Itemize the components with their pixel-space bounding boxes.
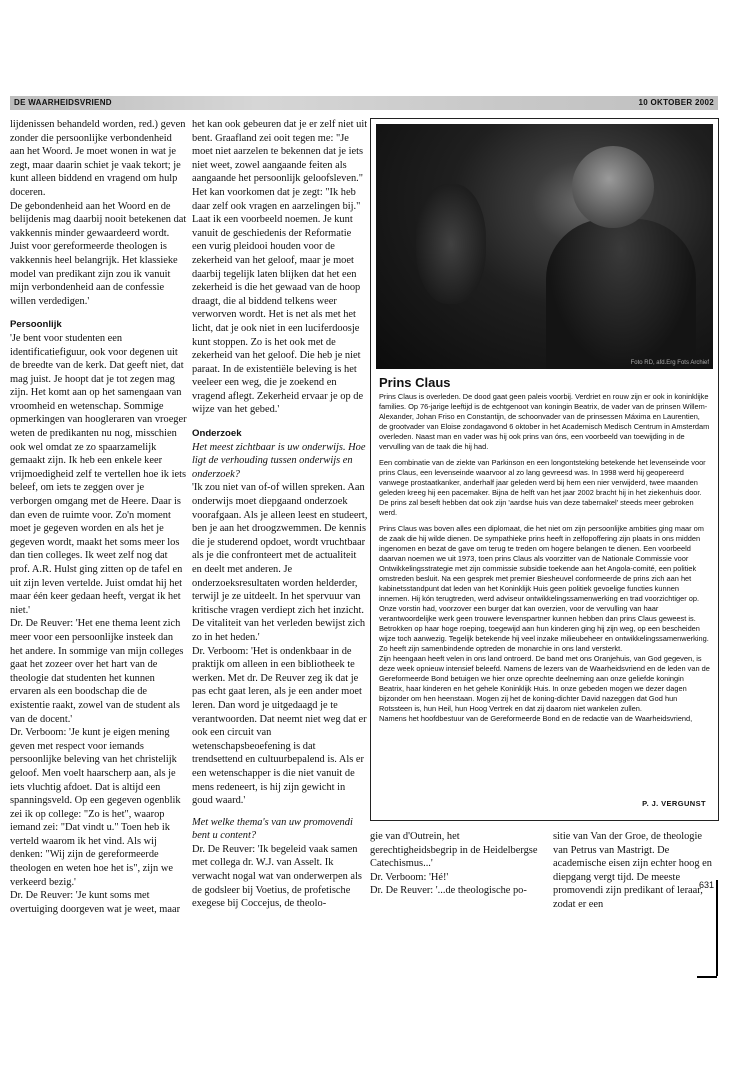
- paragraph: Namens het hoofdbestuur van de Gereformeerde Bond en de redactie van de Waarheidsvriend,: [379, 714, 693, 723]
- sidebar-title: Prins Claus: [379, 375, 451, 390]
- paragraph: De gebondenheid aan het Woord en de belijdenis mag daarbij nooit betekenen dat vakkennis minder gewaardeerd wordt. Juist voor gereformeerde theologen is vakkennis heel belangrijk. Het klassieke model van predikant zijn zou ik vanuit mijn verbondenheid aan de confessie willen verdedigen.': [10, 200, 187, 307]
- paragraph: Dr. Verboom: 'Je kunt je eigen mening geven met respect voor iemands persoonlijke beleving van het christelijk geloof. Men voelt haarscherp aan, als je iets vluchtig afdoet. Dat is altijd een spanningsveld. Op een gegeven ogenblik zei ik op college: "Zo is het", waarop iemand zei: "Dat vindt u." Toen heb ik verteld waarom ik het vind. Als wij denken: "Wij zijn de gereformeerde theologen en weten hoe het is", zijn we verkeerd bezig.': [10, 727, 181, 888]
- page-number: 631: [699, 880, 715, 890]
- section-heading: Persoonlijk: [10, 319, 62, 331]
- paragraph: sitie van Van der Groe, de theologie van Petrus van Mastrigt. De academische eisen zijn echter hoog en diepgang vergt tijd. De meeste promovendi zijn predikant of leraar, zodat er een: [553, 831, 712, 910]
- paragraph: 'Je bent voor studenten een identificatiefiguur, ook voor degenen uit de breedte van de kerk. Dat geeft niet, dat mag juist. Je hoopt dat je tot zegen mag zijn. Het komt aan op het samengaan van vroomheid en wetenschap. Sommige opmerkingen van hoogleraren van vroeger weten de predikanten nu nog, misschien ook wel omdat ze zo spaarzamelijk gemaakt zijn. Ik heb een enkele keer vrijmoedigheid zelf te vertellen hoe ik iets beleef, om iets te zeggen over je verborgen omgang met de Heere. Daar is dan even de ruimte voor. Zo'n moment moet je gegeven worden en als het je gegeven wordt, maakt het soms meer los dan tien colleges. Ik weet zelf nog dat prof. A.R. Hulst ging zitten op de tafel en uit zijn leven vertelde. Juist omdat hij het maar één keer gedaan heeft, vergat ik het niet.': [10, 332, 187, 616]
- article-column-1: [10, 118, 188, 916]
- article-column-2: [192, 118, 368, 911]
- publication-name: DE WAARHEIDSVRIEND: [14, 98, 112, 107]
- paragraph: Prins Claus was boven alles een diplomaat, die het niet om zijn persoonlijke ambities ging maar om de zaak die hij wilde dienen. De sympathieke prins heeft in zelfopoffering zijn plaats in ons midden ingenomen en bezat de gave om terug te treden om hogere belangen te dienen. Een voorbeeld daarvan noemen we uit 1973, toen prins Claus als voorzitter van de Nationale Commissie voor Ontwikkelingsstrategie met zijn commissie subsidie toekende aan het Angola-comité, een politiek omstreden besluit. Na een gesprek met premier Biesheuvel conformeerde de prins zich aan het kabinetsstandpunt dat leden van het Koninklijk Huis geen politiek gevoelige functies kunnen innemen. Hij kón terugtreden, werd adviseur ontwikkelingssamenwerking en trad voorzichtiger op. Onze vorstin had, voorzover een burger dat kan overzien, voor de vervulling van haar verantwoordelijke werk geen trouwere levenspartner kunnen hebben dan prins Claus geweest is. Betrokken op haar hoge roeping, toegewijd aan hun kinderen ging hij zijn weg, op een bescheiden wijze toch aanwezig. Tegelijk betekende hij veel inzake milieubeheer en ontwikkelingssamenwerking. Zo heeft zijn samenbindende optreden de monarchie in ons land versterkt.: [379, 524, 709, 653]
- paragraph: Dr. Verboom: 'Het is ondenkbaar in de praktijk om alleen in een bibliotheek te werken. Met dr. De Reuver zeg ik dat je pas echt gaat leren, als je een ander moet leren. Dan word je uitgedaagd je te verantwoorden. Dat neemt niet weg dat er ook een circuit van wetenschapsbeoefening is dat trendsettend en cultuurbepalend is. Als er een wetenschapper is die niet vanuit de mens redeneert, is hij zijn gewicht in goud waard.': [192, 645, 367, 807]
- page-edge-hook: [697, 976, 717, 978]
- article-column-4: [553, 830, 719, 912]
- interview-question: Met welke thema's van uw promovendi bent u content?: [192, 816, 353, 842]
- paragraph: Zijn heengaan heeft velen in ons land ontroerd. De band met ons Oranjehuis, van God gegeven, is deze week opnieuw intensief beleefd. Namens de lezers van de Waarheidsvriend en de leden van de Gereformeerde Bond betuigen we hier onze oprechte deelneming aan onze geliefde koningin Beatrix, haar kinderen en het gehele Koninklijk Huis. In onze gebeden mogen we dezer dagen bijzonder om hen heenstaan. Mogen zij het de koning-dichter David nazeggen dat God hun Rotssteen is, hun Heil, hun Hoog Vertrek en dat zij daarom niet wankelen zullen.: [379, 654, 710, 713]
- paragraph: het kan ook gebeuren dat je er zelf niet uit bent. Graafland zei ooit tegen me: "Je moet niet aarzelen te bekennen dat je iets niet weet, zowel aangaande feiten als aangaande het persoonlijk geloofsleven." Het kan voorkomen dat je zegt: "Ik heb daar zelf ook vragen en aarzelingen bij." Laat ik een voorbeeld noemen. Je kunt vanuit de geschiedenis der Reformatie een vurig pleidooi houden voor de zekerheid van het geloof, maar je moet daarbij tegelijk laten blijken dat het een zekerheid is die het gewaad van de hoop draagt, die al biddend telkens weer verworven wordt. Het is net als met het licht, dat je ook niet in een luciferdoosje kunt stoppen. Zo is het ook met de zekerheid van het geloof. Die heb je niet paraat. In de existentiële beleving is het veeleer een weg, die je zoekend en vragend aflegt. Zekerheid ervaar je op de wijze van het gebed.': [192, 119, 368, 416]
- interview-question: Het meest zichtbaar is uw onderwijs. Hoe ligt de verhouding tussen onderwijs en onderzoek?: [192, 441, 366, 480]
- photo-prince-head: [572, 146, 654, 228]
- sidebar-text: [379, 392, 710, 724]
- paragraph: lijdenissen behandeld worden, red.) geven zonder die persoonlijke verbondenheid aan het Woord. Je moet wonen in wat je zegt, maar daarin schiet je vaak tekort; je kunt alleen biddend en vragend om hulp doceren.: [10, 119, 186, 198]
- paragraph: Dr. De Reuver: '...de theologische po-: [370, 885, 527, 897]
- paragraph: 'Ik zou niet van of-of willen spreken. Aan onderwijs moet diepgaand onderzoek voorafgaan. Als je alleen leest en studeert, ben je aan het droogzwemmen. De kennis die je studerend opdoet, wordt vruchtbaar als je die confronteert met de actualiteit en deelt met anderen. Je onderzoeksresultaten worden helderder, terwijl je ze uitdeelt. In het spervuur van kritische vragen verdiept zich het inzicht. De vitaliteit van het verleden bewijst zich zo in het heden.': [192, 482, 368, 643]
- page-edge-rule: [716, 880, 718, 976]
- photo-credit: Foto RD, afd.Erg Fots Archief: [630, 360, 709, 366]
- prince-claus-photo: [376, 124, 713, 369]
- section-heading: Onderzoek: [192, 428, 242, 440]
- photo-prince-body: [546, 219, 696, 369]
- signature: P. J. VERGUNST: [642, 799, 706, 808]
- issue-date: 10 OKTOBER 2002: [638, 98, 714, 107]
- prins-claus-sidebar: [370, 118, 719, 821]
- article-column-3: [370, 830, 546, 898]
- paragraph: Dr. De Reuver: 'Het ene thema leent zich meer voor een persoonlijke insteek dan het andere. In sommige van mijn colleges gaat het zozeer over het hart van de theologie dat studenten het kunnen ervaren als een boodschap die de existentie raakt, zowel van de student als van de docent.': [10, 618, 184, 725]
- paragraph: Dr. Verboom: 'Hé!': [370, 871, 449, 883]
- paragraph: Dr. De Reuver: 'Je kunt soms met overtuiging doorgeven wat je weet, maar: [10, 890, 181, 915]
- paragraph: Prins Claus is overleden. De dood gaat geen paleis voorbij. Verdriet en rouw zijn er ook in koninklijke families. Op 76-jarige leeftijd is de echtgenoot van koningin Beatrix, de vader van de prinsen Willem-Alexander, Johan Friso en Constantijn, de schoonvader van de prinsessen Máxima en Laurentien, de grootvader van Eloise zondagavond 6 oktober in het Academisch Medisch Centrum in Amsterdam overleden. Naast man en vader was hij ook prins van óns, een voorbeeld van toewijding in de vervulling van de taak die hij had.: [379, 392, 710, 451]
- paragraph: Een combinatie van de ziekte van Parkinson en een longontsteking betekende het levenseinde voor prins Claus, een levenseinde waarvoor al zo lang gevreesd was. In 1998 werd hij geopereerd vanwege prostaatkanker, anderhalf jaar geleden werd bij hem een nier verwijderd, twee maanden geleden kreeg hij een pacemaker. Bijna de helft van het jaar 2002 bracht hij in het ziekenhuis door. De prins zal beseft hebben dat ook zijn 'aardse huis van deze tabernakel' steeds meer gebroken werd.: [379, 458, 706, 517]
- paragraph: gie van d'Outrein, het gerechtigheidsbegrip in de Heidelbergse Catechismus...': [370, 831, 538, 870]
- paragraph: Dr. De Reuver: 'Ik begeleid vaak samen met collega dr. W.J. van Asselt. Ik verwacht nogal wat van onderwerpen als de godsleer bij Voetius, de profetische exegese bij Coccejus, de theolo-: [192, 843, 362, 910]
- running-header: [10, 96, 718, 110]
- photo-background-figure: [416, 184, 486, 304]
